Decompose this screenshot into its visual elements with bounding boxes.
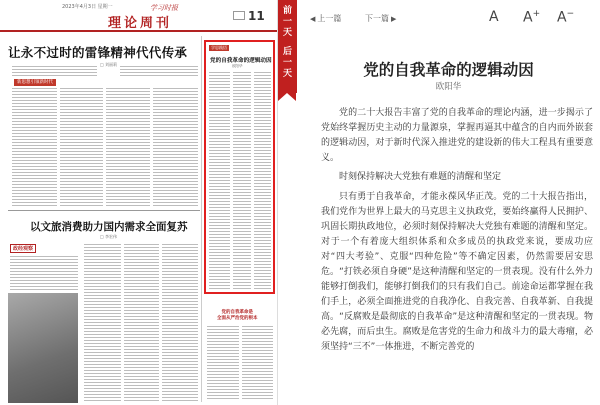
highlight-tag: 学思践悟 [211, 45, 227, 50]
arrow-left-icon: ◀ [310, 15, 316, 23]
font-reset-label: A [489, 9, 499, 25]
article-text-block[interactable] [84, 244, 198, 402]
font-size-decrease-button[interactable] [557, 9, 574, 26]
masthead-dates: 2023年4月3日 星期一 [62, 4, 113, 10]
divider [8, 210, 200, 211]
page-number: 11 [248, 9, 265, 23]
newspaper-masthead [0, 0, 278, 32]
section-title: 理论周刊 [108, 16, 173, 31]
column-divider [201, 36, 202, 402]
headline-main[interactable]: 让永不过时的雷锋精神代代传承 [8, 45, 188, 60]
prev-article-label: 上一篇 [317, 14, 342, 23]
ribbon-char: 一 [282, 58, 292, 68]
column-gap [150, 88, 153, 206]
newspaper-page-view[interactable] [0, 0, 278, 405]
column-gap [251, 72, 254, 290]
column-gap [121, 244, 124, 402]
column-gap [103, 88, 106, 206]
article-reader [297, 0, 600, 405]
next-article-button[interactable] [365, 13, 398, 24]
article-paragraph: 党的二十大报告丰富了党的自我革命的理论内涵，进一步揭示了党始终掌握历史主动的力量源泉，掌握再逼其中蕴含的自内而外嵌套的逻辑动因，对于新时代深入推进党的建设新的伟大工程具有重要意义。 [321, 108, 593, 163]
highlighted-article-region[interactable] [204, 40, 275, 294]
column-gap [230, 72, 233, 290]
ribbon-char: 天 [282, 28, 292, 38]
article-author: 欧阳华 [435, 82, 462, 92]
plus-icon: + [532, 9, 541, 19]
side-article-box[interactable] [205, 298, 275, 403]
byline-main: □ 刘丽莉 [100, 62, 118, 67]
ribbon-tail [278, 93, 296, 101]
article-text-block [10, 256, 78, 290]
font-decrease-label: A [557, 9, 567, 26]
newspaper-photo [8, 293, 78, 403]
highlight-text-block [209, 72, 271, 290]
article-subheading: 时刻保持解决大党独有难题的清醒和坚定 [339, 172, 502, 182]
tag-second: 政经观察 [10, 244, 36, 253]
next-day-button[interactable] [278, 45, 297, 90]
day-nav-ribbon [278, 0, 297, 93]
article-text-block [120, 66, 198, 76]
ribbon-char: 后 [282, 47, 292, 57]
article-body [321, 106, 593, 359]
arrow-right-icon: ▶ [391, 15, 397, 23]
next-article-label: 下一篇 [365, 14, 389, 23]
newspaper-logo: 学习时报 [150, 4, 178, 12]
previous-day-button[interactable] [278, 0, 297, 45]
byline-second: □ 李宏伟 [100, 234, 118, 239]
reader-toolbar [297, 0, 600, 40]
side-box-title: 党的自我革命是 全面从严治党的根本 [217, 310, 258, 321]
highlight-author: 欧阳华 [232, 64, 243, 68]
font-increase-label: A [523, 9, 533, 26]
highlight-title: 党的自我革命的逻辑动因 [210, 58, 272, 64]
column-gap [57, 88, 60, 206]
font-size-increase-button[interactable] [523, 9, 540, 26]
column-gap [159, 244, 162, 402]
prev-article-button[interactable] [310, 13, 341, 24]
ribbon-char: 一 [282, 17, 292, 27]
ribbon-char: 天 [282, 69, 292, 79]
headline-second[interactable]: 以文旅消费助力国内需求全面复苏 [30, 221, 188, 233]
font-size-reset-button[interactable] [489, 9, 499, 25]
tag-main: 新思想引领新时代 [14, 79, 56, 86]
page-icon [233, 11, 245, 20]
article-title: 党的自我革命的逻辑动因 [363, 60, 534, 79]
article-paragraph: 只有勇于自我革命，才能永葆风华正茂。党的二十大报告指出，我们党作为世界上最大的马克思主义执政党，要始终赢得人民拥护、巩固长期执政地位，必须时刻保持解决大党独有难题的清醒和坚定。对于一个有着庞大组织体系和众多成员的执政党来说，要成功应对“四大考验”、克服“四种危险”等不确定因素，仍然需要居安思危。“打铁必须自身硬”是这种清醒和坚定的一贯表现。没有什么外力能够打倒我们，能够打倒我们的只有我们自己。前途命运都掌握在我们手上，必须全面推进党的自我净化、自我完善、自我革新、自我提高。“反腐败是最彻底的自我革命”是这种清醒和坚定的一贯表现。物必先腐，而后虫生。腐败是危害党的生命力和战斗力的最大毒瘤，必须坚持“三不”一体推进，不断完善党的 [321, 192, 593, 352]
ribbon-char: 前 [282, 6, 292, 16]
minus-icon: − [566, 9, 575, 19]
article-text-block [12, 66, 97, 76]
column-gap [239, 326, 242, 401]
